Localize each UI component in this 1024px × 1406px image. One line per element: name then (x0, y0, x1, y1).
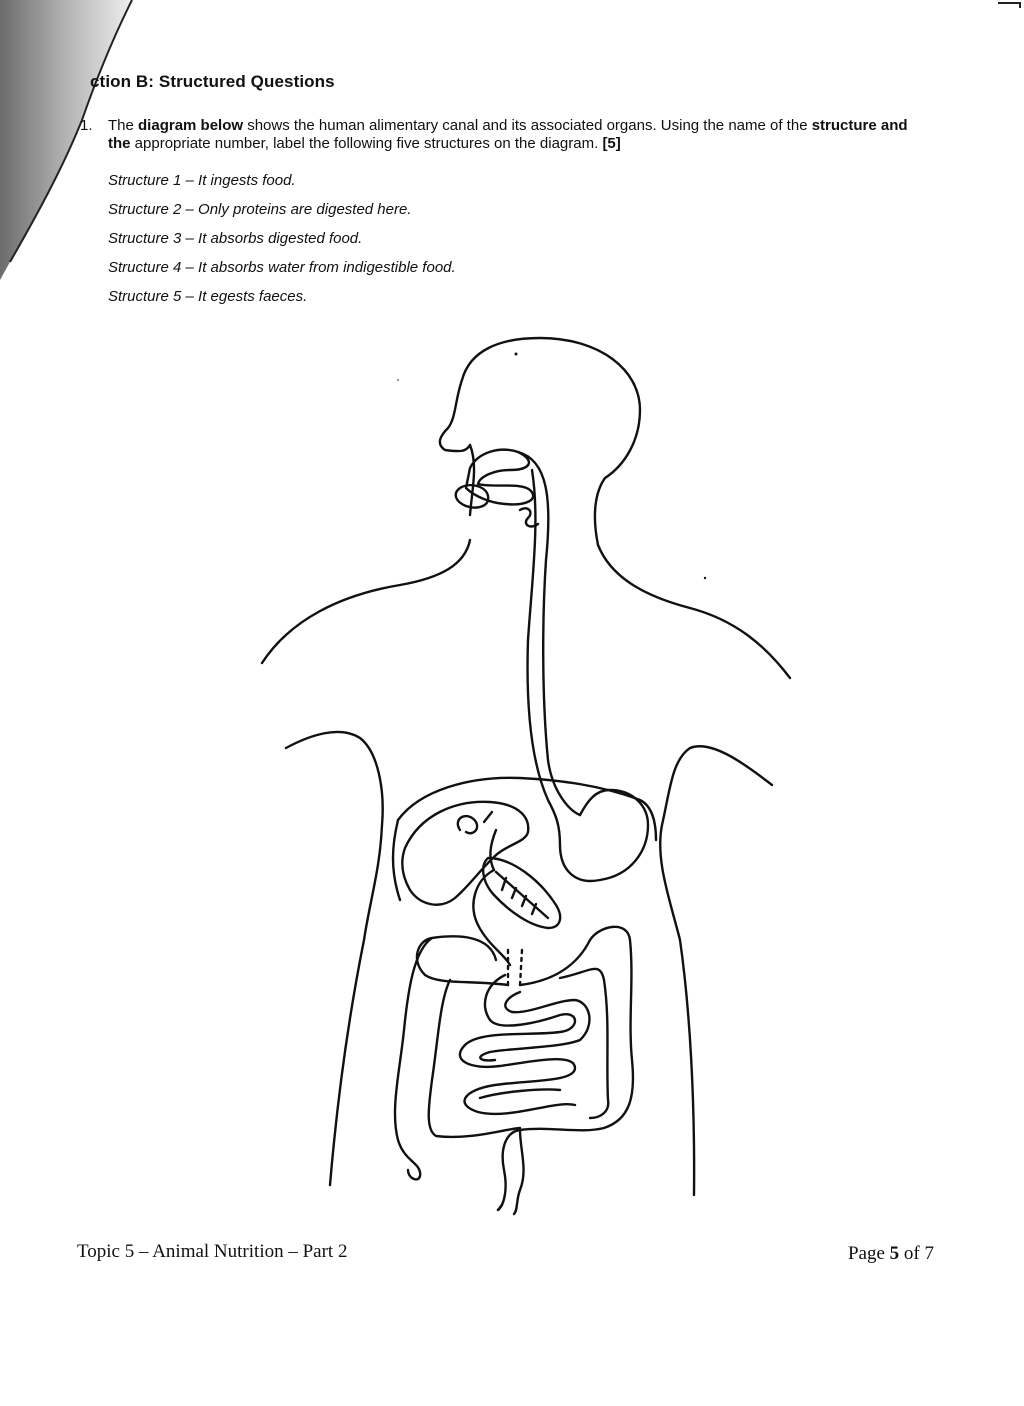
head-outline (462, 338, 640, 545)
section-title: ction B: Structured Questions (90, 72, 335, 91)
rectum (498, 1130, 524, 1214)
alimentary-canal-diagram (250, 325, 810, 1225)
question-number: 1. (80, 117, 93, 134)
marks-label: [5] (602, 135, 621, 152)
corner-mark (994, 0, 1024, 10)
scan-speck (397, 379, 399, 381)
question-text-part: shows the human alimentary canal and its associated organs. Using the name of the (243, 117, 812, 134)
large-intestine (498, 927, 633, 1210)
scan-speck (704, 577, 706, 579)
right-shoulder (598, 545, 790, 678)
page-of: of 7 (903, 1243, 934, 1264)
structure-item: Structure 2 – Only proteins are digested here. (108, 201, 412, 218)
left-arm-outline (286, 732, 383, 1185)
left-shoulder (262, 540, 470, 663)
footer-page-number (848, 1243, 934, 1265)
question-text-part: The (108, 117, 139, 134)
neck-left (470, 445, 474, 515)
question-text-bold: structure and the (108, 117, 908, 152)
structure-item: Structure 3 – It absorbs digested food. (108, 230, 363, 247)
page-word: Page (847, 1243, 885, 1264)
bile-duct (458, 812, 496, 870)
page-current: 5 (889, 1243, 900, 1264)
ribcage-lower-line (393, 820, 400, 900)
structure-item: Structure 4 – It absorbs water from indigestible food. (108, 259, 456, 276)
stomach (560, 790, 648, 881)
structure-list (108, 172, 456, 317)
dotted-junction (508, 950, 522, 985)
ascending-colon (395, 936, 508, 1179)
structure-item: Structure 1 – It ingests food. (108, 172, 296, 189)
question-text (108, 117, 908, 153)
question-text-bold: diagram below (138, 117, 244, 134)
footer-topic: Topic 5 – Animal Nutrition – Part 2 (77, 1241, 348, 1262)
structure-item: Structure 5 – It egests faeces. (108, 288, 308, 305)
scan-speck (515, 353, 518, 356)
face-outline (440, 380, 470, 451)
question-text-part: appropriate number, label the following five structures on the diagram. (130, 135, 603, 152)
oral-cavity (466, 450, 533, 505)
right-arm-outline (660, 746, 772, 1195)
pancreas-detail (496, 872, 548, 918)
